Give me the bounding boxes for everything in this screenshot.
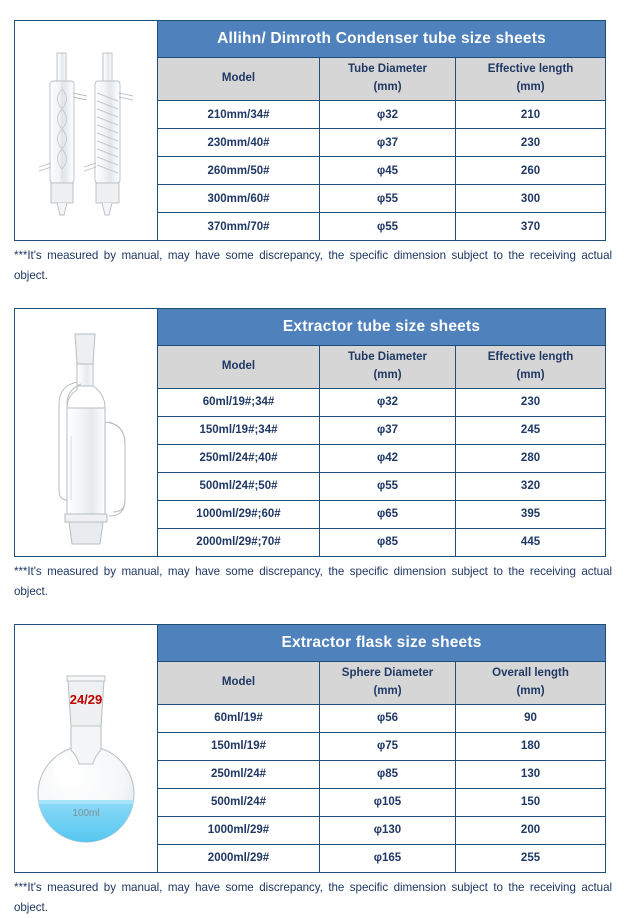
cell-diameter: φ37 — [320, 416, 456, 444]
column-header-diameter — [320, 345, 456, 388]
extractor-tube-photo — [17, 318, 156, 546]
cell-model: 230mm/40# — [158, 129, 320, 157]
cell-overall-length: 255 — [456, 844, 606, 872]
measurement-note: ***It's measured by manual, may have some discrepancy, the specific dimension subject to the receiving actual object. — [14, 564, 612, 598]
cell-model: 1000ml/29#;60# — [158, 500, 320, 528]
extractor-flask-size-block — [14, 624, 612, 918]
column-header-diameter-unit: (mm) — [373, 368, 402, 381]
cell-length: 260 — [456, 157, 606, 185]
column-header-length-label: Effective length — [487, 63, 574, 76]
cell-model: 300mm/60# — [158, 185, 320, 213]
cell-length: 230 — [456, 388, 606, 416]
cell-overall-length: 130 — [456, 760, 606, 788]
measurement-note: ***It's measured by manual, may have some discrepancy, the specific dimension subject to the receiving actual object. — [14, 880, 612, 914]
column-header-sphere-diameter-unit: (mm) — [373, 684, 402, 697]
cell-diameter: φ45 — [320, 157, 456, 185]
cell-length: 245 — [456, 416, 606, 444]
column-header-model — [158, 58, 320, 101]
column-header-sphere-diameter — [320, 661, 456, 704]
cell-diameter: φ85 — [320, 528, 456, 556]
cell-length: 300 — [456, 185, 606, 213]
extractor-tube-table-title: Extractor tube size sheets — [158, 308, 606, 345]
allihn-dimroth-condenser-photo — [17, 31, 156, 231]
condenser-image-cell — [15, 21, 158, 241]
cell-diameter: φ32 — [320, 388, 456, 416]
cell-model: 2000ml/29#;70# — [158, 528, 320, 556]
cell-sphere-diameter: φ130 — [320, 816, 456, 844]
column-header-model-label: Model — [221, 72, 256, 85]
extractor-flask-table-title: Extractor flask size sheets — [158, 624, 606, 661]
cell-model: 60ml/19# — [158, 704, 320, 732]
condenser-table-title: Allihn/ Dimroth Condenser tube size sheets — [158, 21, 606, 58]
cell-sphere-diameter: φ85 — [320, 760, 456, 788]
cell-diameter: φ55 — [320, 472, 456, 500]
column-header-length — [456, 58, 606, 101]
column-header-diameter — [320, 58, 456, 101]
extractor-tube-image-cell — [15, 308, 158, 556]
condenser-size-block — [14, 20, 612, 286]
column-header-model-label: Model — [221, 359, 256, 372]
column-header-length-unit: (mm) — [516, 81, 545, 93]
cell-length: 320 — [456, 472, 606, 500]
cell-overall-length: 200 — [456, 816, 606, 844]
cell-model: 370mm/70# — [158, 213, 320, 241]
cell-diameter: φ55 — [320, 185, 456, 213]
cell-model: 150ml/19#;34# — [158, 416, 320, 444]
cell-diameter: φ32 — [320, 101, 456, 129]
cell-model: 250ml/24#;40# — [158, 444, 320, 472]
cell-overall-length: 150 — [456, 788, 606, 816]
cell-length: 280 — [456, 444, 606, 472]
cell-length: 370 — [456, 213, 606, 241]
cell-model: 1000ml/29# — [158, 816, 320, 844]
cell-diameter: φ37 — [320, 129, 456, 157]
cell-sphere-diameter: φ56 — [320, 704, 456, 732]
column-header-model — [158, 661, 320, 704]
extractor-flask-size-table — [14, 624, 606, 873]
cell-diameter: φ42 — [320, 444, 456, 472]
cell-length: 230 — [456, 129, 606, 157]
cell-diameter: φ65 — [320, 500, 456, 528]
cell-sphere-diameter: φ75 — [320, 732, 456, 760]
column-header-diameter-label: Tube Diameter — [347, 63, 428, 76]
cell-model: 500ml/24#;50# — [158, 472, 320, 500]
column-header-diameter-label: Tube Diameter — [347, 351, 428, 364]
cell-model: 60ml/19#;34# — [158, 388, 320, 416]
column-header-overall-length-unit: (mm) — [516, 684, 545, 697]
cell-model: 260mm/50# — [158, 157, 320, 185]
column-header-model-label: Model — [221, 675, 256, 688]
cell-overall-length: 90 — [456, 704, 606, 732]
column-header-length — [456, 345, 606, 388]
cell-model: 2000ml/29# — [158, 844, 320, 872]
condenser-size-table — [14, 20, 606, 241]
measurement-note: ***It's measured by manual, may have some discrepancy, the specific dimension subject to the receiving actual object. — [14, 249, 612, 282]
extractor-tube-size-block — [14, 308, 612, 602]
cell-length: 210 — [456, 101, 606, 129]
extractor-tube-size-table — [14, 308, 606, 557]
column-header-model — [158, 345, 320, 388]
column-header-sphere-diameter-label: Sphere Diameter — [341, 666, 434, 679]
extractor-flask-photo — [17, 634, 156, 862]
extractor-flask-image-cell — [15, 624, 158, 872]
cell-sphere-diameter: φ165 — [320, 844, 456, 872]
cell-model: 250ml/24# — [158, 760, 320, 788]
column-header-diameter-unit: (mm) — [373, 81, 402, 93]
column-header-overall-length — [456, 661, 606, 704]
cell-model: 500ml/24# — [158, 788, 320, 816]
svg-text:100ml: 100ml — [72, 808, 100, 820]
cell-model: 150ml/19# — [158, 732, 320, 760]
column-header-length-label: Effective length — [487, 351, 574, 364]
cell-model: 210mm/34# — [158, 101, 320, 129]
column-header-overall-length-label: Overall length — [492, 666, 569, 679]
svg-text:24/29: 24/29 — [69, 692, 103, 708]
cell-sphere-diameter: φ105 — [320, 788, 456, 816]
cell-length: 395 — [456, 500, 606, 528]
cell-diameter: φ55 — [320, 213, 456, 241]
column-header-length-unit: (mm) — [516, 368, 545, 381]
cell-overall-length: 180 — [456, 732, 606, 760]
cell-length: 445 — [456, 528, 606, 556]
